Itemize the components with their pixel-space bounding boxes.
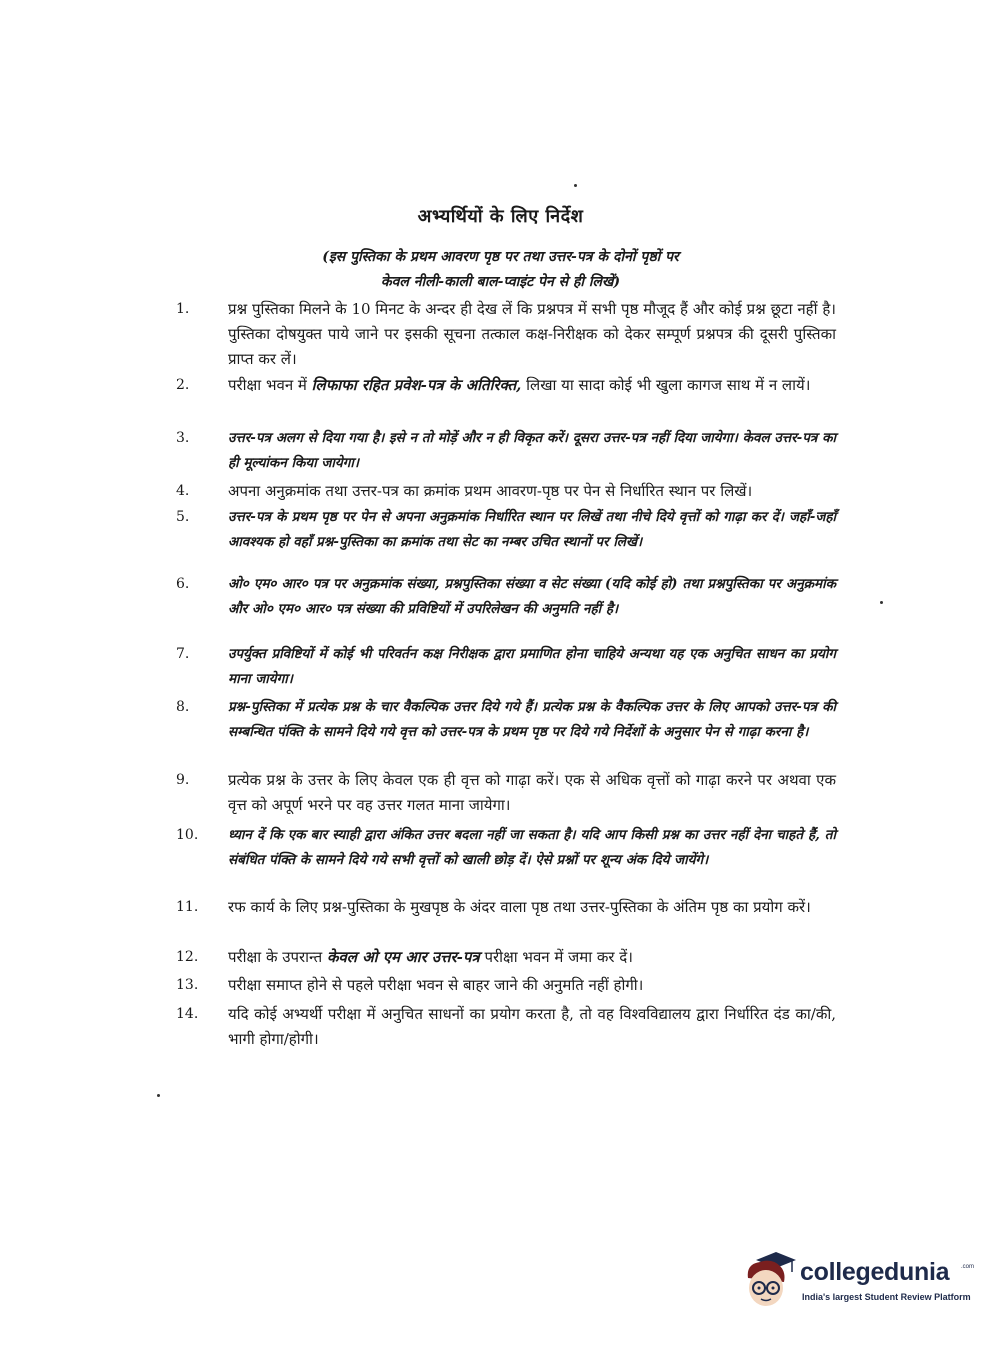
subtitle-line-1: (इस पुस्तिका के प्रथम आवरण पृष्ठ पर तथा उत्तर-पत्र के दोनों पृष्ठों पर — [322, 249, 679, 265]
instruction-emphasis: लिफाफा रहित प्रवेश-पत्र के अतिरिक्त, — [311, 376, 522, 394]
mascot-icon — [742, 1248, 798, 1316]
instruction-text: यदि कोई अभ्यर्थी परीक्षा में अनुचित साधनों का प्रयोग करता है, तो वह विश्वविद्यालय द्वारा निर्धारित दंड का/की, भागी होगा/होगी। — [228, 1005, 836, 1048]
instruction-number: 1. — [176, 301, 190, 317]
instruction-text-part: परीक्षा भवन में जमा कर दें। — [479, 948, 633, 966]
subtitle-line-2: केवल नीली-काली बाल-प्वाइंट पेन से ही लिखें) — [380, 274, 621, 290]
instruction-number: 5. — [176, 509, 190, 525]
instruction-text: प्रश्न पुस्तिका मिलने के 10 मिनट के अन्दर ही देख लें कि प्रश्नपत्र में सभी पृष्ठ मौजूद हैं और कोई प्रश्न छूटा नहीं है। पुस्तिका दोषयुक्त पाये जाने पर इसकी सूचना तत्काल कक्ष-निरीक्षक को देकर सम्पूर्ण प्रश्नपत्र की दूसरी पुस्तिका प्राप्त कर लें। — [228, 300, 836, 368]
instruction-text: उपर्युक्त प्रविष्टियों में कोई भी परिवर्तन कक्ष निरीक्षक द्वारा प्रमाणित होना चाहिये अन्यथा यह एक अनुचित साधन का प्रयोग माना जायेगा। — [228, 646, 836, 687]
instruction-number: 11. — [176, 899, 199, 915]
scan-speck — [574, 184, 577, 187]
instruction-number: 10. — [176, 827, 199, 843]
instruction-text-part: लिखा या सादा कोई भी खुला कागज साथ में न लायें। — [521, 376, 811, 394]
logo-wordmark: collegedunia — [800, 1258, 950, 1286]
logo-tagline: India's largest Student Review Platform — [802, 1292, 971, 1302]
instruction-number: 3. — [176, 430, 190, 446]
logo-domain-suffix: .com — [961, 1264, 975, 1270]
instruction-text — [228, 373, 836, 398]
instruction-emphasis: केवल ओ एम आर उत्तर-पत्र — [326, 948, 480, 966]
instruction-text: रफ कार्य के लिए प्रश्न-पुस्तिका के मुखपृष्ठ के अंदर वाला पृष्ठ तथा उत्तर-पुस्तिका के अंतिम पृष्ठ का प्रयोग करें। — [228, 898, 811, 916]
instruction-number: 13. — [176, 977, 199, 993]
collegedunia-logo — [742, 1248, 975, 1320]
instruction-number: 6. — [176, 576, 190, 592]
instruction-text: परीक्षा समाप्त होने से पहले परीक्षा भवन से बाहर जाने की अनुमति नहीं होगी। — [228, 976, 644, 994]
instruction-text-part: परीक्षा के उपरान्त — [228, 948, 327, 966]
scan-speck — [880, 601, 883, 604]
instruction-text: प्रश्न-पुस्तिका में प्रत्येक प्रश्न के चार वैकल्पिक उत्तर दिये गये हैं। प्रत्येक प्रश्न के वैकल्पिक उत्तर के लिए आपको उत्तर-पत्र की सम्बन्धित पंक्ति के सामने दिये गये वृत्त को उत्तर-पत्र के प्रथम पृष्ठ पर दिये गये निर्देशों के अनुसार पेन से गाढ़ा करना है। — [228, 699, 836, 740]
instruction-number: 4. — [176, 483, 190, 499]
scan-speck — [157, 1094, 160, 1097]
instruction-number: 12. — [176, 949, 199, 965]
instruction-text-part: परीक्षा भवन में — [228, 376, 312, 394]
instruction-number: 9. — [176, 772, 190, 788]
instruction-text: ओ० एम० आर० पत्र पर अनुक्रमांक संख्या, प्रश्नपुस्तिका संख्या व सेट संख्या (यदि कोई हो) तथा प्रश्नपुस्तिका पर अनुक्रमांक और ओ० एम० आर० पत्र संख्या की प्रविष्टियों में उपरिलेखन की अनुमति नहीं है। — [228, 576, 836, 617]
instruction-text: अपना अनुक्रमांक तथा उत्तर-पत्र का क्रमांक प्रथम आवरण-पृष्ठ पर पेन से निर्धारित स्थान पर लिखें। — [228, 482, 753, 500]
instruction-text — [228, 945, 836, 970]
instruction-text: उत्तर-पत्र के प्रथम पृष्ठ पर पेन से अपना अनुक्रमांक निर्धारित स्थान पर लिखें तथा नीचे दिये वृत्तों को गाढ़ा कर दें। जहाँ-जहाँ आवश्यक हो वहाँ प्रश्न-पुस्तिका का क्रमांक तथा सेट का नम्बर उचित स्थानों पर लिखें। — [228, 509, 836, 550]
instruction-number: 8. — [176, 699, 190, 715]
instruction-text: उत्तर-पत्र अलग से दिया गया है। इसे न तो मोड़ें और न ही विकृत करें। दूसरा उत्तर-पत्र नहीं दिया जायेगा। केवल उत्तर-पत्र का ही मूल्यांकन किया जायेगा। — [228, 430, 836, 471]
page-title: अभ्यर्थियों के लिए निर्देश — [417, 206, 584, 227]
instruction-number: 2. — [176, 377, 190, 393]
instruction-number: 7. — [176, 646, 190, 662]
instruction-number: 14. — [176, 1006, 199, 1022]
instruction-text: प्रत्येक प्रश्न के उत्तर के लिए केवल एक ही वृत्त को गाढ़ा करें। एक से अधिक वृत्तों को गाढ़ा करने पर अथवा एक वृत्त को अपूर्ण भरने पर वह उत्तर गलत माना जायेगा। — [228, 771, 836, 814]
instruction-text: ध्यान दें कि एक बार स्याही द्वारा अंकित उत्तर बदला नहीं जा सकता है। यदि आप किसी प्रश्न का उत्तर नहीं देना चाहते हैं, तो संबंधित पंक्ति के सामने दिये गये सभी वृत्तों को खाली छोड़ दें। ऐसे प्रश्नों पर शून्य अंक दिये जायेंगे। — [228, 827, 836, 868]
